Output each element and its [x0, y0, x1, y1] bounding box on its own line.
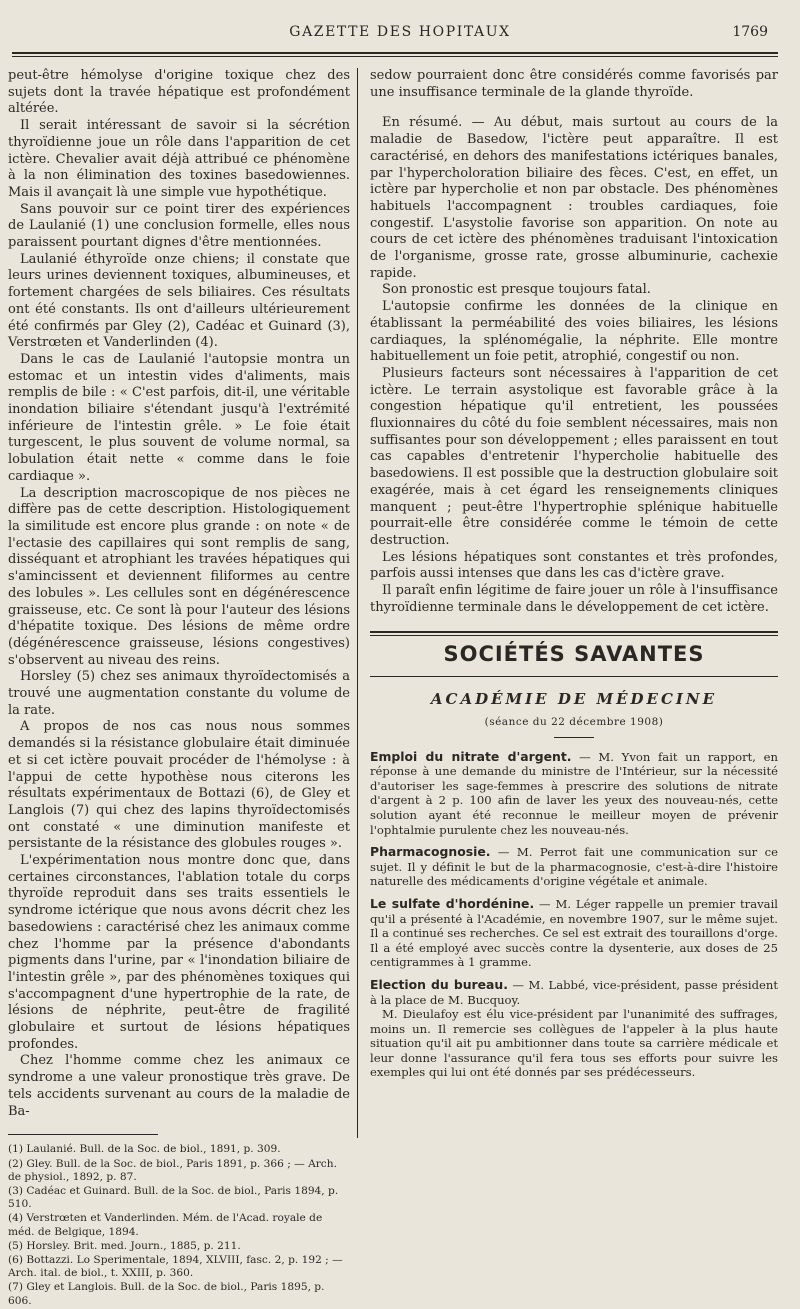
left-paragraph: Il serait intéressant de savoir si la sécrétion thyroïdienne joue un rôle dans l'apparition de cet ictère. Chevalier avait déjà attribué ce phénomène à la non élimination des toxines basedowiennes. Mais il avançait là une simple vue hypothétique. [8, 118, 350, 200]
left-paragraph: Dans le cas de Laulanié l'autopsie montra un estomac et un intestin vides d'aliments, mais remplis de bile : « C'est parfois, dit-il, une véritable inondation biliaire s'étendant jusqu'à l'extrémité inférieure de l'intestin grêle. » Le foie était turgescent, le plus souvent de volume normal, sa lobulation était nette « comme dans le foie cardiaque ». [8, 351, 350, 484]
left-paragraph: Horsley (5) chez ses animaux thyroïdectomisés a trouvé une augmentation constante du volume de la rate. [8, 669, 350, 718]
right-paragraph: Les lésions hépatiques sont constantes et très profondes, parfois aussi intenses que dans les cas d'ictère grave. [370, 549, 778, 582]
report-heading: Election du bureau. [370, 976, 508, 992]
left-paragraph: A propos de nos cas nous nous sommes demandés si la résistance globulaire était diminuée et si cet ictère pouvait procéder de l'hémolyse : à l'appui de cette hypothèse nous citerons les résultats expérimentaux de Bottazi (6), de Gley et Langlois (7) qui chez des lapins thyroïdectomisés ont constaté « une diminution manifeste et persistante de la résistance des globules rouges ». [8, 719, 350, 852]
left-paragraph: L'expérimentation nous montre donc que, dans certaines circonstances, l'ablation totale du corps thyroïde reproduit dans ses traits essentiels le syndrome ictérique que nous avons décrit chez les basedowiens : caractérisé chez les animaux comme chez l'homme par la présence d'abondants pigments dans l'urine, par « l'inondation biliaire de l'intestin grêle », par des phénomènes toxiques qui s'accompagnent d'une hypertrophie de la rate, de lésions de néphrite, peut-être de fragilité globulaire et surtout de lésions hépatiques profondes. [8, 853, 350, 1052]
report-text: — M. Labbé, vice-président, passe président à la place de M. Bucquoy. [370, 977, 778, 1007]
section-title: SOCIÉTÉS SAVANTES [443, 641, 705, 666]
right-paragraph: Il paraît enfin légitime de faire jouer un rôle à l'insuffisance thyroïdienne terminale dans le développement de cet ictère. [370, 583, 778, 615]
page-number: 1769 [732, 24, 768, 40]
report-heading: Emploi du nitrate d'argent. [370, 748, 572, 764]
left-column [8, 68, 350, 1309]
report-text: — M. Perrot fait une communication sur ce sujet. Il y définit le but de la pharmacognosie, c'est-à-dire l'histoire naturelle des médicaments d'origine végétale et animale. [370, 845, 778, 889]
footnote: (6) Bottazzi. Lo Sperimentale, 1894, XLVIII, fasc. 2, p. 192 ; — Arch. ital. de biol., t. XXIII, p. 360. [8, 1253, 343, 1280]
section-rule-bottom [370, 676, 778, 677]
right-paragraph: Plusieurs facteurs sont nécessaires à l'apparition de cet ictère. Le terrain asystolique est favorable grâce à la congestion hépatique qu'il entretient, les poussées fluxionnaires du côté du foie semblent nécessaires, mais non suffisantes pour son développement ; elles paraissent en tout cas capables d'entretenir l'hypercholie habituelle des basedowiens. Il est possible que la destruction globulaire soit exagérée, mais à cet égard les renseignements cliniques manquent ; peut-être l'hypertrophie splénique habituelle pourrait-elle être considérée comme le témoin de cette destruction. [370, 365, 778, 548]
report-heading: Le sulfate d'hordénine. [370, 895, 535, 911]
right-paragraph: L'autopsie confirme les données de la clinique en établissant la perméabilité des voies biliaires, les lésions cardiaques, la splénomégalie, la néphrite. Elle montre habituellement un foie petit, atrophié, congestif ou non. [370, 299, 778, 365]
footnote: (5) Horsley. Brit. med. Journ., 1885, p. 211. [8, 1239, 241, 1252]
right-column [370, 68, 778, 1088]
section-rule [370, 631, 778, 636]
left-paragraph: Sans pouvoir sur ce point tirer des expériences de Laulanié (1) une conclusion formelle, elles nous paraissent pourtant dignes d'être mentionnées. [8, 201, 350, 251]
report-item [370, 750, 778, 838]
right-paragraph: sedow pourraient donc être considérés comme favorisés par une insuffisance terminale de la glande thyroïde. [370, 68, 778, 100]
footnotes [8, 1143, 350, 1307]
academy-report [370, 750, 778, 1080]
report-item [370, 845, 778, 889]
report-item [370, 978, 778, 1007]
footnote: (1) Laulanié. Bull. de la Soc. de biol., 1891, p. 309. [8, 1143, 281, 1156]
left-paragraph: Laulanié éthyroïde onze chiens; il constate que leurs urines deviennent toxiques, albumineuses, et fortement chargées de sels biliaires. Ces résultats ont été constants. Ils ont d'ailleurs ultérieurement été confirmés par Gley (2), Cadéac et Guinard (3), Verstrœten et Vanderlinden (4). [8, 251, 350, 351]
footnote: (4) Verstrœten et Vanderlinden. Mém. de l'Acad. royale de méd. de Belgique, 1894. [8, 1212, 323, 1238]
report-closing: M. Dieulafoy est élu vice-président par l'unanimité des suffrages, moins un. Il remercie ses collègues de l'appeler à la plus haute situation qu'il ait pu ambitionner dans toute sa carrière médicale et leur donne l'assurance qu'il fera tous ses efforts pour suivre les exemples qui lui ont été donnés par ses prédécesseurs. [370, 1007, 778, 1080]
short-rule [554, 737, 594, 738]
footnote-rule [8, 1134, 158, 1135]
left-paragraph: peut-être hémolyse d'origine toxique chez des sujets dont la travée hépatique est profondément altérée. [8, 68, 350, 117]
left-paragraph: La description macroscopique de nos pièces ne diffère pas de cette description. Histologiquement la similitude est encore plus grande : on note « de l'ectasie des capillaires qui sont remplis de sang, disséquant et atrophiant les travées hépatiques qui s'amincissent et deviennent filiformes au centre des lobules ». Les cellules sont en dégénérescence graisseuse, etc. Ce sont là pour l'auteur des lésions d'hépatite toxique. Des lésions de même ordre (dégénérescence graisseuse, lésions congestives) s'observent au niveau des reins. [8, 485, 350, 668]
report-text: — M. Léger rappelle un premier travail qu'il a présenté à l'Académie, en novembre 1907, sur le même sujet. Il a continué ses recherches. Ce sel est extrait des touraillons d'orge. Il a été employé avec succès contre la dysenterie, aux doses de 25 centigrammes à 1 gramme. [370, 896, 778, 970]
right-paragraph: Son pronostic est presque toujours fatal. [382, 282, 651, 298]
seance-date: (séance du 22 décembre 1908) [484, 715, 664, 728]
footnote: (2) Gley. Bull. de la Soc. de biol., Paris 1891, p. 366 ; — Arch. de physiol., 1892, p. 87. [8, 1157, 337, 1183]
footnote: (3) Cadéac et Guinard. Bull. de la Soc. de biol., Paris 1894, p. 510. [8, 1184, 339, 1211]
report-heading: Pharmacognosie. [370, 844, 491, 860]
left-paragraph: Chez l'homme comme chez les animaux ce syndrome a une valeur pronostique très grave. De tels accidents survenant au cours de la maladie de Ba- [8, 1053, 350, 1119]
column-divider [357, 68, 358, 1138]
journal-title: GAZETTE DES HOPITAUX [289, 24, 511, 40]
page-header [0, 22, 800, 46]
right-paragraph: En résumé. — Au début, mais surtout au cours de la maladie de Basedow, l'ictère peut apparaître. Il est caractérisé, en dehors des manifestations ictériques banales, par l'hypercholoration biliaire des fèces. C'est, en effet, un ictère par hypercholie et non par obstacle. Des phénomènes habituels l'accompagnent : troubles cardiaques, foie congestif. L'asystolie favorise son apparition. On note au cours de cet ictère des phénomènes traduisant l'intoxication de l'organisme, grosse rate, grosse albuminurie, cachexie rapide. [370, 115, 778, 281]
report-item [370, 897, 778, 970]
footnote: (7) Gley et Langlois. Bull. de la Soc. de biol., Paris 1895, p. 606. [8, 1281, 325, 1307]
header-rule [12, 52, 778, 57]
report-text: — M. Yvon fait un rapport, en réponse à une demande du ministre de l'Intérieur, sur la nécessité d'autoriser les sage-femmes à prescrire des solutions de nitrate d'argent à 2 p. 100 afin de laver les yeux des nouveau-nés, cette solution ayant été reconnue le meilleur moyen de prévenir l'ophtalmie purulente chez les nouveau-nés. [370, 749, 778, 837]
academy-title: ACADÉMIE DE MÉDECINE [430, 690, 718, 709]
